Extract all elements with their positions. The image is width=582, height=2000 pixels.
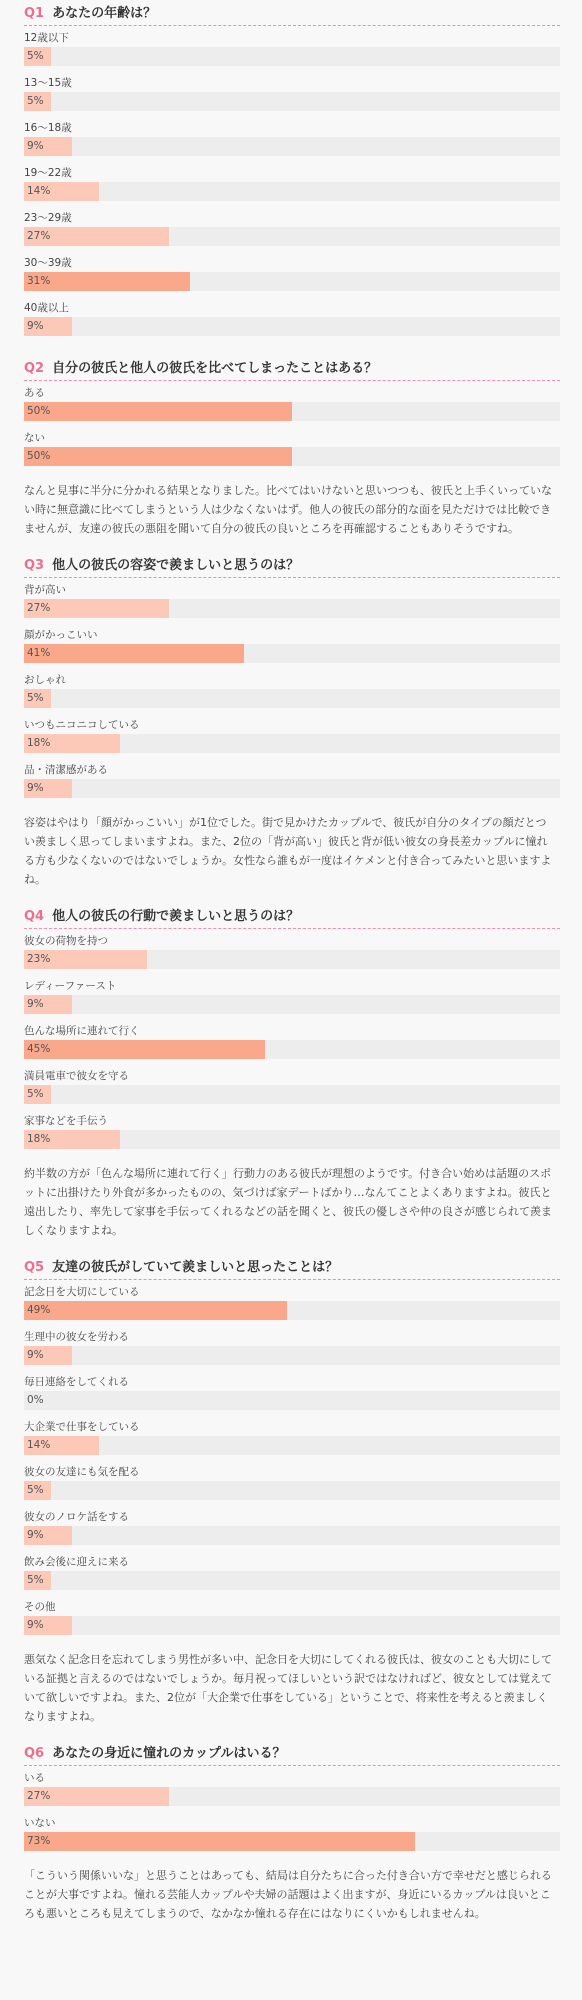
result-percentage: 5% <box>27 1088 44 1100</box>
question-block <box>24 552 560 903</box>
answer-label: 飲み会後に迎えに来る <box>24 1556 129 1568</box>
answer-label: 大企業で仕事をしている <box>24 1421 140 1433</box>
result-bar-track <box>24 644 560 663</box>
question-title: 友達の彼氏がしていて羨ましいと思ったことは？ <box>52 1260 339 1275</box>
answer-option <box>24 1025 560 1070</box>
section-spacer <box>24 347 560 355</box>
result-bar-track <box>24 689 560 708</box>
result-percentage: 5% <box>27 95 44 107</box>
result-bar-track <box>24 447 560 466</box>
result-bar-track <box>24 272 560 291</box>
answer-option <box>24 167 560 212</box>
result-bar-fill <box>24 447 292 466</box>
result-bar-fill <box>24 644 244 663</box>
result-percentage: 49% <box>27 1304 51 1316</box>
answer-option <box>24 32 560 77</box>
question-header <box>24 903 560 929</box>
answer-label: 生理中の彼女を労わる <box>24 1331 129 1343</box>
answer-label: 品・清潔感がある <box>24 764 108 776</box>
answer-label: 30～39歳 <box>24 257 72 269</box>
result-bar-track <box>24 137 560 156</box>
result-percentage: 9% <box>27 1349 44 1361</box>
result-percentage: 27% <box>27 230 51 242</box>
result-bar-track <box>24 402 560 421</box>
result-bar-fill <box>24 402 292 421</box>
answer-option <box>24 212 560 257</box>
question-title: 他人の彼氏の容姿で羨ましいと思うのは？ <box>52 558 300 573</box>
result-bar-track <box>24 995 560 1014</box>
answer-label: 毎日連絡をしてくれる <box>24 1376 129 1388</box>
answer-label: 背が高い <box>24 584 66 596</box>
answer-label: 色んな場所に連れて行く <box>24 1025 140 1037</box>
answer-label: 彼女のノロケ話をする <box>24 1511 129 1523</box>
question-block <box>24 355 560 552</box>
result-percentage: 50% <box>27 405 51 417</box>
question-number: Q1 <box>24 6 45 21</box>
result-bar-track <box>24 1040 560 1059</box>
answer-label: 12歳以下 <box>24 32 69 44</box>
result-bar-track <box>24 182 560 201</box>
answer-label: いる <box>24 1772 45 1784</box>
result-percentage: 9% <box>27 782 44 794</box>
result-commentary: なんと見事に半分に分かれる結果となりました。比べてはいけないと思いつつも、彼氏と上手くいっていない時に無意識に比べてしまうという人は少なくないはず。他人の彼氏の部分的な面を見ただけでは比較できませんが、友達の彼氏の悪阻を聞いて自分の彼氏の良いところを再確認することもありそうですね。 <box>24 484 552 535</box>
question-number: Q5 <box>24 1260 45 1275</box>
result-bar-track <box>24 1832 560 1851</box>
result-bar-track <box>24 1301 560 1320</box>
question-block <box>24 903 560 1254</box>
answer-option <box>24 257 560 302</box>
answer-label: 記念日を大切にしている <box>24 1286 140 1298</box>
answer-option <box>24 980 560 1025</box>
question-number: Q6 <box>24 1746 45 1761</box>
question-number: Q3 <box>24 558 45 573</box>
question-number: Q4 <box>24 909 45 924</box>
answer-option <box>24 1772 560 1817</box>
result-percentage: 14% <box>27 1439 51 1451</box>
result-percentage: 14% <box>27 185 51 197</box>
question-header <box>24 355 560 381</box>
result-percentage: 41% <box>27 647 51 659</box>
section-spacer <box>24 1726 560 1740</box>
answer-option <box>24 629 560 674</box>
question-block <box>24 0 560 355</box>
result-bar-track <box>24 734 560 753</box>
answer-label: ある <box>24 387 45 399</box>
result-percentage: 9% <box>27 1529 44 1541</box>
answer-option <box>24 584 560 629</box>
result-bar-track <box>24 1085 560 1104</box>
result-bar-track <box>24 1436 560 1455</box>
result-bar-track <box>24 227 560 246</box>
result-percentage: 18% <box>27 737 51 749</box>
answer-option <box>24 1070 560 1115</box>
answer-label: レディーファースト <box>24 980 117 992</box>
question-header <box>24 0 560 26</box>
answer-option <box>24 432 560 477</box>
result-commentary: 容姿はやはり「顔がかっこいい」が1位でした。街で見かけたカップルで、彼氏が自分のタイプの顔だとつい羨ましく思ってしまいますよね。また、2位の「背が高い」彼氏と背が低い彼女の身長差カップルに憧れる方も少なくないのではないでしょうか。女性なら誰もが一度はイケメンと付き合ってみたいと思いますよね。 <box>24 816 552 886</box>
answer-label: 19～22歳 <box>24 167 72 179</box>
result-bar-track <box>24 1391 560 1410</box>
answer-option <box>24 1115 560 1160</box>
answer-option <box>24 77 560 122</box>
section-spacer <box>24 889 560 903</box>
result-bar-track <box>24 1616 560 1635</box>
result-percentage: 18% <box>27 1133 51 1145</box>
answer-option <box>24 1601 560 1646</box>
result-bar-track <box>24 317 560 336</box>
result-bar-track <box>24 1571 560 1590</box>
question-block <box>24 1740 560 1937</box>
result-bar-track <box>24 1130 560 1149</box>
question-title: あなたの身近に憧れのカップルはいる？ <box>52 1746 286 1761</box>
result-bar-fill <box>24 1040 265 1059</box>
result-bar-track <box>24 1787 560 1806</box>
answer-option <box>24 1421 560 1466</box>
result-commentary: 「こういう関係いいな」と思うことはあっても、結局は自分たちに合った付き合い方で幸せだと感じられることが大事ですよね。憧れる芸能人カップルや夫婦の話題はよく出ますが、身近にいるカップルは良いところも悪いところも見えてしまうので、なかなか憧れる存在にはなりにくいかもしれませんね。 <box>24 1869 552 1920</box>
answer-label: 16～18歳 <box>24 122 72 134</box>
question-title: 他人の彼氏の行動で羨ましいと思うのは？ <box>52 909 300 924</box>
question-title: あなたの年齢は？ <box>52 6 157 21</box>
result-bar-track <box>24 92 560 111</box>
answer-option <box>24 1511 560 1556</box>
result-percentage: 73% <box>27 1835 51 1847</box>
answer-option <box>24 935 560 980</box>
answer-label: 家事などを手伝う <box>24 1115 108 1127</box>
question-header <box>24 552 560 578</box>
answer-label: 13～15歳 <box>24 77 72 89</box>
result-percentage: 9% <box>27 1619 44 1631</box>
answer-option <box>24 1286 560 1331</box>
result-bar-fill <box>24 1832 415 1851</box>
result-percentage: 31% <box>27 275 51 287</box>
answer-label: 23～29歳 <box>24 212 72 224</box>
question-header <box>24 1740 560 1766</box>
result-percentage: 5% <box>27 1484 44 1496</box>
result-percentage: 9% <box>27 140 44 152</box>
section-spacer <box>24 1923 560 1937</box>
result-percentage: 9% <box>27 998 44 1010</box>
answer-label: 彼女の友達にも気を配る <box>24 1466 140 1478</box>
result-percentage: 5% <box>27 692 44 704</box>
result-bar-track <box>24 779 560 798</box>
section-spacer <box>24 1240 560 1254</box>
answer-label: その他 <box>24 1601 56 1613</box>
result-percentage: 9% <box>27 320 44 332</box>
answer-label: 40歳以上 <box>24 302 69 314</box>
answer-option <box>24 719 560 764</box>
question-number: Q2 <box>24 361 45 376</box>
result-percentage: 5% <box>27 1574 44 1586</box>
question-block <box>24 1254 560 1740</box>
answer-option <box>24 1376 560 1421</box>
answer-label: 彼女の荷物を持つ <box>24 935 108 947</box>
result-percentage: 0% <box>27 1394 44 1406</box>
answer-label: 満員電車で彼女を守る <box>24 1070 129 1082</box>
answer-label: おしゃれ <box>24 674 66 686</box>
result-bar-track <box>24 47 560 66</box>
result-percentage: 45% <box>27 1043 51 1055</box>
answer-label: いない <box>24 1817 56 1829</box>
answer-label: 顔がかっこいい <box>24 629 98 641</box>
result-bar-track <box>24 1526 560 1545</box>
answer-label: ない <box>24 432 45 444</box>
result-bar-track <box>24 599 560 618</box>
question-title: 自分の彼氏と他人の彼氏を比べてしまったことはある？ <box>52 361 378 376</box>
result-percentage: 23% <box>27 953 51 965</box>
answer-label: いつもニコニコしている <box>24 719 140 731</box>
result-bar-track <box>24 1346 560 1365</box>
question-header <box>24 1254 560 1280</box>
answer-option <box>24 1466 560 1511</box>
result-percentage: 27% <box>27 602 51 614</box>
answer-option <box>24 764 560 809</box>
answer-option <box>24 122 560 167</box>
answer-option <box>24 387 560 432</box>
answer-option <box>24 302 560 347</box>
result-percentage: 5% <box>27 50 44 62</box>
result-bar-track <box>24 1481 560 1500</box>
result-percentage: 50% <box>27 450 51 462</box>
result-bar-fill <box>24 1301 287 1320</box>
answer-option <box>24 1556 560 1601</box>
result-bar-track <box>24 950 560 969</box>
answer-option <box>24 1817 560 1862</box>
result-percentage: 27% <box>27 1790 51 1802</box>
answer-option <box>24 674 560 719</box>
result-commentary: 悪気なく記念日を忘れてしまう男性が多い中、記念日を大切にしてくれる彼氏は、彼女のことも大切にしている証拠と言えるのではないでしょうか。毎月祝ってほしいという訳ではなければど、彼女としては覚えていて欲しいですよね。また、2位が「大企業で仕事をしている」ということで、将来性を考えると羨ましくなりますよね。 <box>24 1653 552 1723</box>
result-commentary: 約半数の方が「色んな場所に連れて行く」行動力のある彼氏が理想のようです。付き合い始めは話題のスポットに出掛けたり外食が多かったものの、気づけば家デートばかり…なんてことよくありますよね。彼氏と遠出したり、率先して家事を手伝ってくれるなどの話を聞くと、彼氏の優しさや仲の良さが感じられて羨ましくなりますよね。 <box>24 1167 552 1237</box>
section-spacer <box>24 538 560 552</box>
answer-option <box>24 1331 560 1376</box>
